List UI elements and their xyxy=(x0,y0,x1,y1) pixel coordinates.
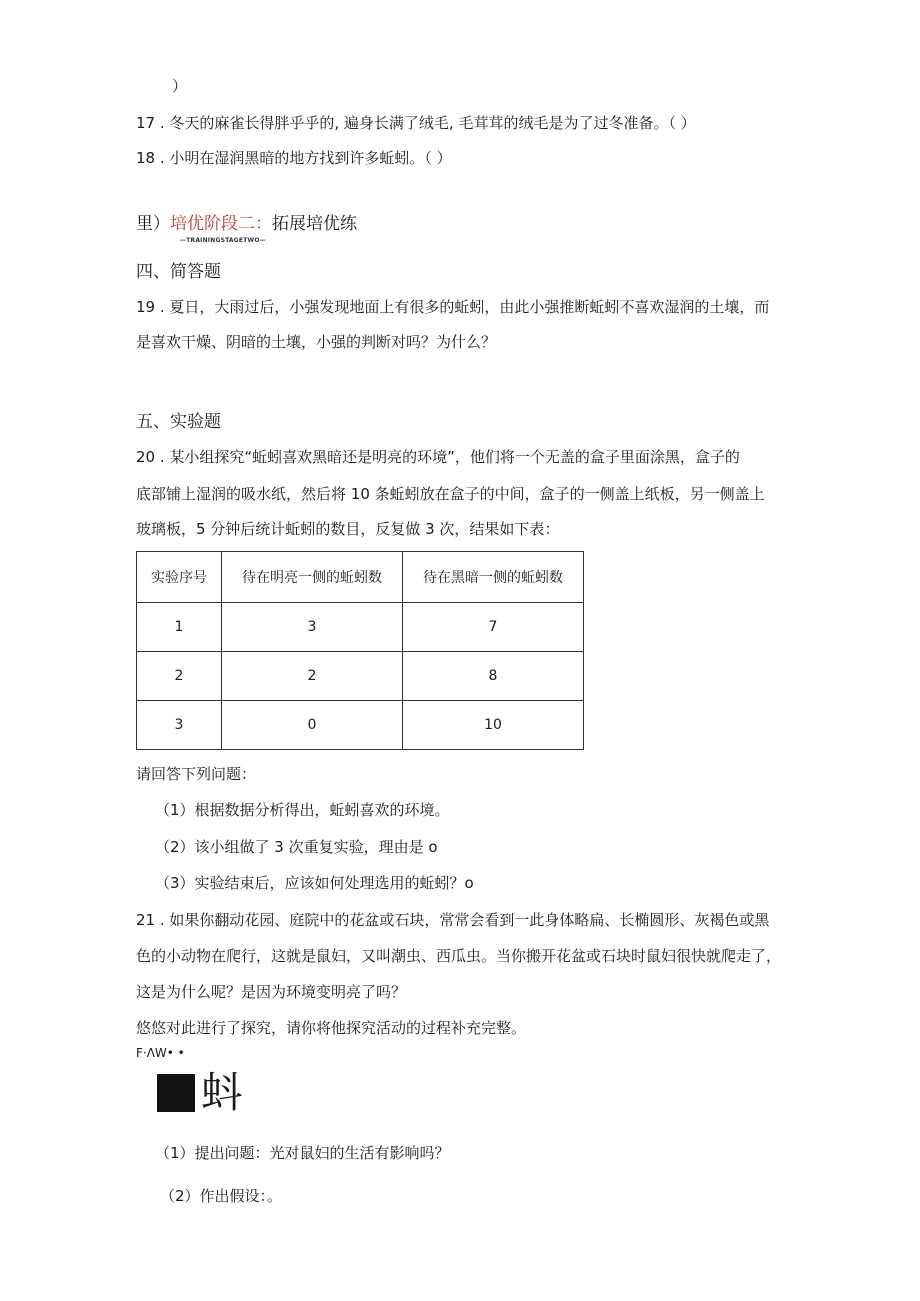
stage-prefix: 里） xyxy=(136,214,170,234)
fragment-paren: ） xyxy=(172,77,188,95)
question-21-sub-1: （1）提出问题：光对鼠妇的生活有影响吗？ xyxy=(155,1144,450,1162)
stage-banner xyxy=(136,213,357,235)
results-table xyxy=(136,551,584,750)
big-character: 蚪 xyxy=(201,1068,244,1117)
question-21-line-1: 21 . 如果你翻动花园、庭院中的花盆或石块，常常会看到一此身体略扁、长椭圆形、灰褐色或黑 xyxy=(136,911,770,929)
table-cell: 3 xyxy=(222,603,403,652)
question-17: 17 . 冬天的麻雀长得胖乎乎的, 遍身长满了绒毛, 毛茸茸的绒毛是为了过冬准备。（ ） xyxy=(136,114,696,132)
question-20-sub-3: （3）实验结束后，应该如何处理选用的蚯蚓？o xyxy=(155,874,474,892)
question-18: 18 . 小明在湿润黑暗的地方找到许多蚯蚓。（ ） xyxy=(136,149,452,167)
stage-title: 拓展培优练 xyxy=(272,214,357,234)
table-header-row xyxy=(137,552,584,603)
question-20-prompt: 请回答下列问题： xyxy=(136,765,257,783)
question-19-line-2: 是喜欢干燥、阴暗的土壤，小强的判断对吗？为什么？ xyxy=(136,333,497,351)
question-19-line-1: 19 . 夏日，大雨过后，小强发现地面上有很多的蚯蚓，由此小强推断蚯蚓不喜欢湿润的土壤，而 xyxy=(136,298,770,316)
section-4-heading: 四、简答题 xyxy=(136,262,221,282)
stage-subtitle: —TRAININGSTAGETWO— xyxy=(180,237,266,244)
table-cell: 3 xyxy=(137,701,222,750)
question-20-line-2: 底部铺上湿润的吸水纸，然后将 10 条蚯蚓放在盒子的中间，盒子的一侧盖上纸板，另一侧盖上 xyxy=(136,485,765,503)
table-cell: 7 xyxy=(403,603,584,652)
question-21-line-2: 色的小动物在爬行，这就是鼠妇，又叫潮虫、西瓜虫。当你搬开花盆或石块时鼠妇很快就爬走了， xyxy=(136,947,782,965)
table-header-cell: 待在黑暗一侧的蚯蚓数 xyxy=(403,552,584,603)
stage-label: 培优阶段二： xyxy=(170,214,272,234)
table-cell: 0 xyxy=(222,701,403,750)
table-cell: 2 xyxy=(137,652,222,701)
black-square-icon xyxy=(157,1074,195,1112)
question-20-line-3: 玻璃板，5 分钟后统计蚯蚓的数目，反复做 3 次，结果如下表： xyxy=(136,520,560,538)
table-row xyxy=(137,603,584,652)
table-cell: 1 xyxy=(137,603,222,652)
question-20-sub-1: （1）根据数据分析得出，蚯蚓喜欢的环境。 xyxy=(155,801,450,819)
question-20-sub-2: （2）该小组做了 3 次重复实验，理由是 o xyxy=(155,838,438,856)
table-row xyxy=(137,701,584,750)
table-cell: 10 xyxy=(403,701,584,750)
table-cell: 8 xyxy=(403,652,584,701)
question-21-line-4: 悠悠对此进行了探究，请你将他探究活动的过程补充完整。 xyxy=(136,1019,527,1037)
table-row xyxy=(137,652,584,701)
table-cell: 2 xyxy=(222,652,403,701)
question-21-sub-2: （2）作出假设：。 xyxy=(160,1187,283,1205)
section-5-heading: 五、实验题 xyxy=(136,412,221,432)
table-header-cell: 实验序号 xyxy=(137,552,222,603)
table-header-cell: 待在明亮一侧的蚯蚓数 xyxy=(222,552,403,603)
garbled-text: F·ΛW• • xyxy=(136,1046,185,1060)
question-20-line-1: 20 . 某小组探究“蚯蚓喜欢黑暗还是明亮的环境”，他们将一个无盖的盒子里面涂黑，盒子的 xyxy=(136,448,740,466)
question-21-line-3: 这是为什么呢？是因为环境变明亮了吗？ xyxy=(136,983,407,1001)
